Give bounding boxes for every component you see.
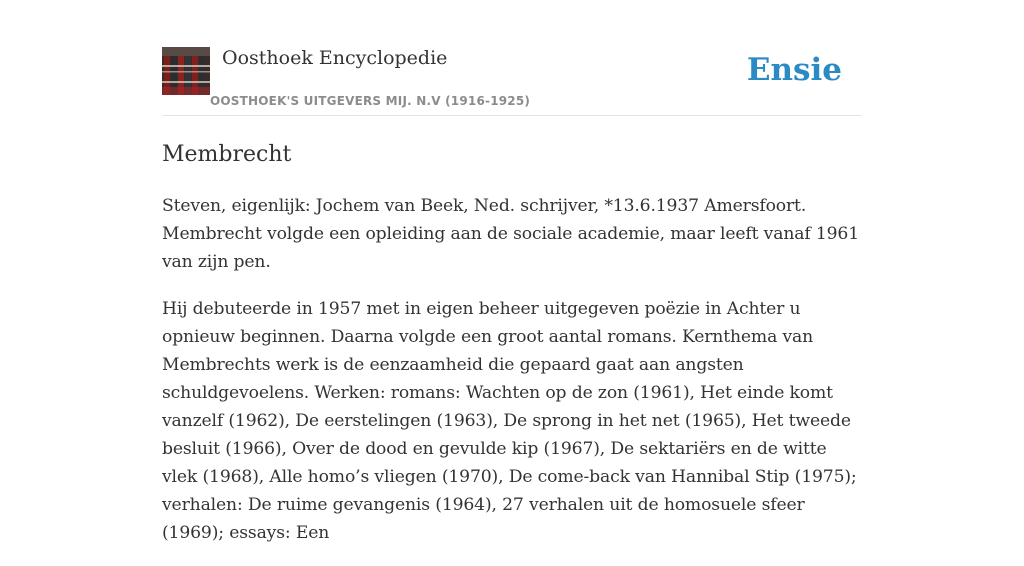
article-paragraph: Hij debuteerde in 1957 met in eigen beheer uitgegeven poëzie in Achter u opnieuw beginnen. Daarna volgde een groot aantal romans. Kernthema van Membrechts werk is de eenzaamheid die gepaard gaat aan angsten schuldgevoelens. Werken: romans: Wachten op de zon (1961), Het einde komt vanzelf (1962), De eerstelingen (1963), De sprong in het net (1965), Het tweede besluit (1966), Over de dood en gevulde kip (1967), De sektariërs en de witte vlek (1968), Alle homo’s vliegen (1970), De come-back van Hannibal Stip (1975); verhalen: De ruime gevangenis (1964), 27 verhalen uit de homosuele sfeer (1969); essays: Een bbox=[162, 299, 857, 543]
source-header bbox=[162, 0, 862, 116]
article-paragraph: Steven, eigenlijk: Jochem van Beek, Ned. schrijver, *13.6.1937 Amersfoort. Membrecht volgde een opleiding aan de sociale academie, maar leeft vanaf 1961 van zijn pen. bbox=[162, 196, 859, 272]
article-body bbox=[162, 192, 862, 566]
source-avatar[interactable] bbox=[162, 47, 210, 95]
source-title[interactable]: Oosthoek Encyclopedie bbox=[222, 47, 448, 69]
encyclopedia-books-icon bbox=[162, 47, 210, 95]
ensie-logo[interactable]: Ensie bbox=[746, 52, 842, 88]
article-title: Membrecht bbox=[162, 142, 292, 167]
source-subtitle: OOSTHOEK'S UITGEVERS MIJ. N.V (1916-1925) bbox=[210, 94, 531, 108]
